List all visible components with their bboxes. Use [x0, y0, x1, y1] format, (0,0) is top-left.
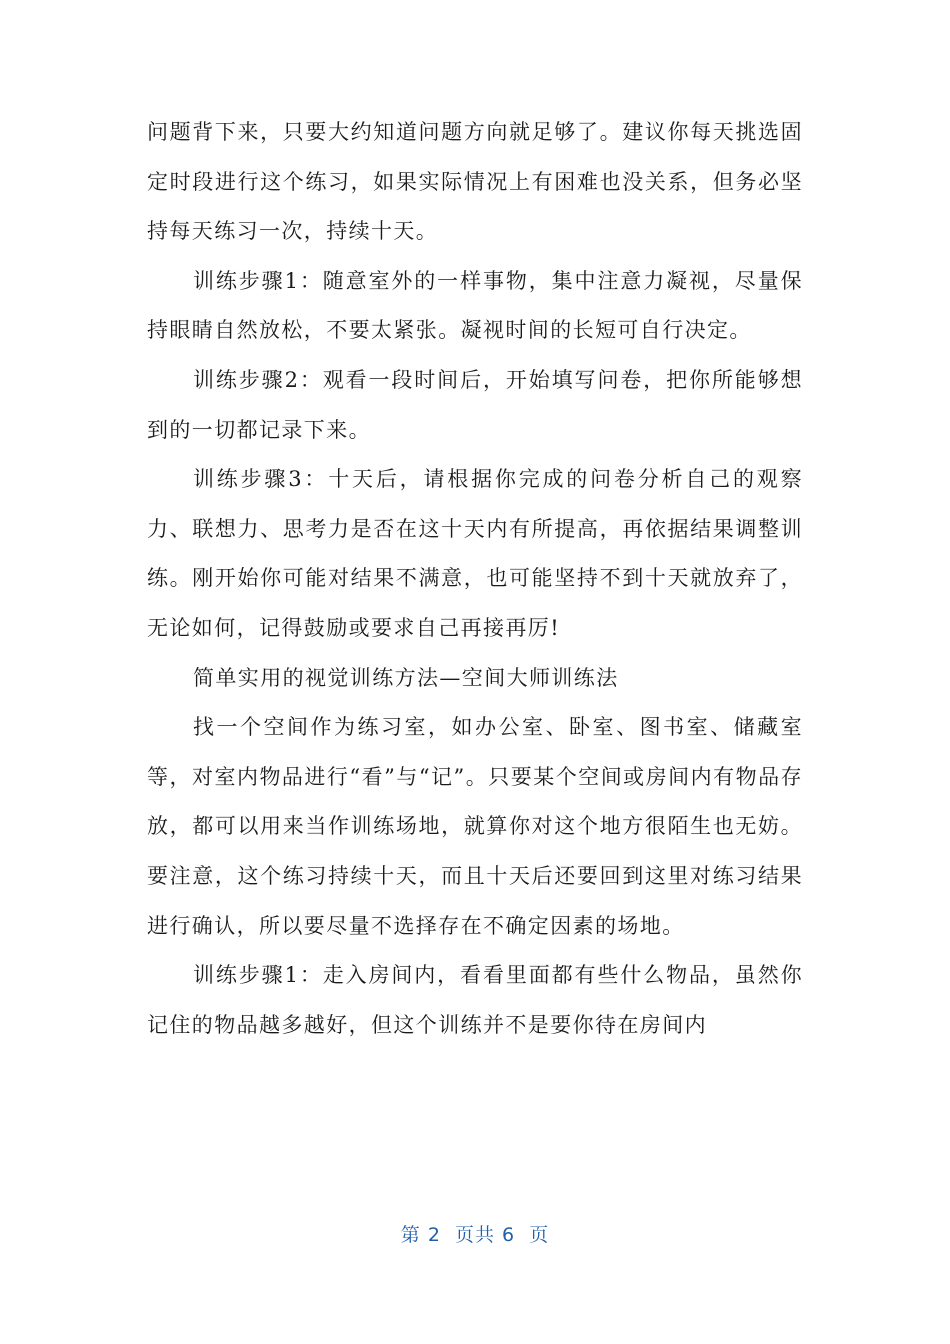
paragraph-4: 训练步骤3：十天后，请根据你完成的问卷分析自己的观察力、联想力、思考力是否在这十天内有所提高，再依据结果调整训练。刚开始你可能对结果不满意，也可能坚持不到十天就放弃了，无论如何，记得鼓励或要求自己再接再厉!: [147, 467, 803, 640]
paragraph-2: 训练步骤1：随意室外的一样事物，集中注意力凝视，尽量保持眼睛自然放松，不要太紧张。凝视时间的长短可自行决定。: [147, 268, 803, 343]
section-heading: 简单实用的视觉训练方法—空间大师训练法: [193, 665, 619, 690]
paragraph-3: 训练步骤2：观看一段时间后，开始填写问卷，把你所能够想到的一切都记录下来。: [147, 367, 803, 442]
document-body: [147, 108, 803, 1050]
paragraph-5: 找一个空间作为练习室，如办公室、卧室、图书室、储藏室等，对室内物品进行“看”与“记”。只要某个空间或房间内有物品存放，都可以用来当作训练场地，就算你对这个地方很陌生也无妨。要注意，这个练习持续十天，而且十天后还要回到这里对练习结果进行确认，所以要尽量不选择存在不确定因素的场地。: [147, 715, 803, 938]
paragraph-6: 训练步骤1：走入房间内，看看里面都有些什么物品，虽然你记住的物品越多越好，但这个训练并不是要你待在房间内: [147, 963, 803, 1037]
page-footer: [0, 1220, 950, 1247]
page-number-label: 第 2 页共 6 页: [400, 1224, 550, 1246]
paragraph-1: 问题背下来，只要大约知道问题方向就足够了。建议你每天挑选固定时段进行这个练习，如果实际情况上有困难也没关系，但务必坚持每天练习一次，持续十天。: [147, 120, 803, 244]
